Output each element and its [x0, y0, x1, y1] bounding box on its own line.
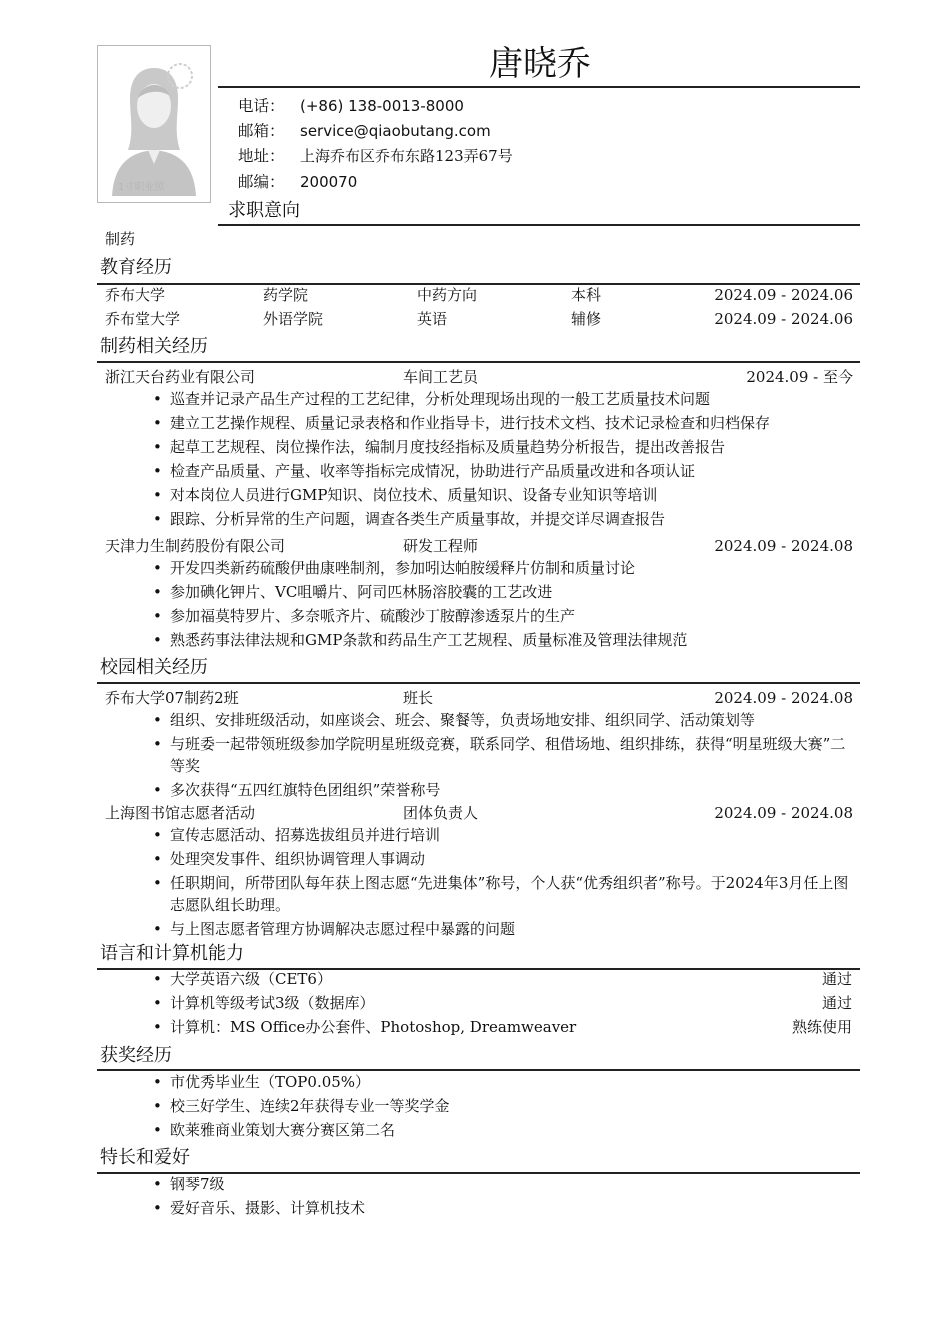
- bullet-item: • 与上图志愿者管理方协调解决志愿过程中暴露的问题: [152, 918, 857, 940]
- company: 浙江天台药业有限公司: [105, 368, 256, 386]
- school: 乔布堂大学: [105, 310, 181, 328]
- date-range: 2024.09 - 2024.06: [714, 310, 853, 328]
- organization: 上海图书馆志愿者活动: [105, 804, 256, 822]
- contact-address: [238, 146, 513, 166]
- section-title-pharma: 制药相关经历: [100, 336, 208, 357]
- award-item: • 校三好学生、连续2年获得专业一等奖学金: [152, 1095, 857, 1117]
- education-row: [105, 284, 853, 306]
- degree: 辅修: [571, 310, 602, 328]
- bullet-item: • 跟踪、分析异常的生产问题，调查各类生产质量事故，并提交详尽调查报告: [152, 508, 857, 530]
- skill-item: [152, 968, 857, 990]
- date-range: 2024.09 - 2024.08: [714, 537, 853, 555]
- job-header: [105, 687, 853, 709]
- name-divider: [218, 86, 860, 88]
- contact-phone: [238, 96, 464, 116]
- job-header: [105, 535, 853, 557]
- skills-list: [152, 968, 857, 1040]
- award-item: • 市优秀毕业生（TOP0.05%）: [152, 1071, 857, 1093]
- major: 英语: [417, 310, 448, 328]
- section-title-campus: 校园相关经历: [100, 657, 208, 678]
- college: 外语学院: [263, 310, 324, 328]
- awards-list: [152, 1071, 857, 1143]
- school: 乔布大学: [105, 286, 166, 304]
- bullet-item: • 参加福莫特罗片、多奈哌齐片、硫酸沙丁胺醇渗透泵片的生产: [152, 605, 857, 627]
- section-divider: [97, 682, 860, 684]
- date-range: 2024.09 - 至今: [746, 368, 853, 386]
- avatar-silhouette-icon: [98, 46, 210, 202]
- award-item: • 欧莱雅商业策划大赛分赛区第二名: [152, 1119, 857, 1141]
- skill-level: 通过: [821, 994, 852, 1012]
- contact-label: 电话：: [238, 97, 285, 115]
- bullet-item: • 熟悉药事法律法规和GMP条款和药品生产工艺规程、质量标准及管理法律规范: [152, 629, 857, 651]
- bullet-item: • 组织、安排班级活动，如座谈会、班会、聚餐等，负责场地安排、组织同学、活动策划等: [152, 709, 857, 731]
- skill-item: [152, 992, 857, 1014]
- skill-text: 大学英语六级（CET6）: [170, 970, 332, 988]
- hobbies-list: [152, 1173, 857, 1221]
- section-title-job-intent: 求职意向: [228, 200, 300, 221]
- skill-level: 通过: [821, 970, 852, 988]
- contact-zip: [238, 172, 357, 192]
- job-bullets: [152, 824, 857, 942]
- contact-label: 邮编：: [238, 173, 285, 191]
- contact-label: 地址：: [238, 147, 285, 165]
- photo-caption: 1寸职业照: [118, 182, 165, 193]
- section-divider: [97, 361, 860, 363]
- bullet-item: • 宣传志愿活动、招募选拔组员并进行培训: [152, 824, 857, 846]
- bullet-item: • 开发四类新药硫酸伊曲康唑制剂，参加吲达帕胺缓释片仿制和质量讨论: [152, 557, 857, 579]
- job-header: [105, 802, 853, 824]
- skill-item: [152, 1016, 857, 1038]
- bullet-item: • 任职期间，所带团队每年获上图志愿“先进集体”称号，个人获“优秀组织者”称号。于2024年3月任上图志愿队组长助理。: [152, 872, 857, 916]
- section-title-hobbies: 特长和爱好: [100, 1147, 190, 1168]
- bullet-item: • 处理突发事件、组织协调管理人事调动: [152, 848, 857, 870]
- degree: 本科: [571, 286, 602, 304]
- bullet-item: • 起草工艺规程、岗位操作法，编制月度技经指标及质量趋势分析报告，提出改善报告: [152, 436, 857, 458]
- job-header: [105, 366, 853, 388]
- date-range: 2024.09 - 2024.08: [714, 689, 853, 707]
- section-divider: [218, 224, 860, 226]
- date-range: 2024.09 - 2024.08: [714, 804, 853, 822]
- company: 天津力生制药股份有限公司: [105, 537, 286, 555]
- date-range: 2024.09 - 2024.06: [714, 286, 853, 304]
- phone-value: (+86) 138-0013-8000: [300, 97, 464, 115]
- section-title-education: 教育经历: [100, 257, 172, 278]
- section-title-skills: 语言和计算机能力: [100, 943, 244, 964]
- major: 中药方向: [417, 286, 478, 304]
- job-intent-value: 制药: [105, 230, 136, 248]
- role: 研发工程师: [403, 537, 479, 555]
- email-value: service@qiaobutang.com: [300, 122, 491, 140]
- candidate-name: 唐晓乔: [489, 44, 591, 84]
- job-bullets: [152, 388, 857, 532]
- bullet-item: • 对本岗位人员进行GMP知识、岗位技术、质量知识、设备专业知识等培训: [152, 484, 857, 506]
- bullet-item: • 巡查并记录产品生产过程的工艺纪律，分析处理现场出现的一般工艺质量技术问题: [152, 388, 857, 410]
- organization: 乔布大学07制药2班: [105, 689, 239, 707]
- role: 团体负责人: [403, 804, 479, 822]
- education-row: [105, 308, 853, 330]
- job-bullets: [152, 557, 857, 653]
- role: 班长: [403, 689, 434, 707]
- bullet-item: • 与班委一起带领班级参加学院明星班级竞赛，联系同学、租借场地、组织排练，获得“明星班级大赛”二等奖: [152, 733, 857, 777]
- address-value: 上海乔布区乔布东路123弄67号: [300, 147, 513, 165]
- bullet-item: • 参加碘化钾片、VC咀嚼片、阿司匹林肠溶胶囊的工艺改进: [152, 581, 857, 603]
- bullet-item: • 建立工艺操作规程、质量记录表格和作业指导卡，进行技术文档、技术记录检查和归档保存: [152, 412, 857, 434]
- bullet-item: • 检查产品质量、产量、收率等指标完成情况，协助进行产品质量改进和各项认证: [152, 460, 857, 482]
- skill-text: 计算机等级考试3级（数据库）: [170, 994, 375, 1012]
- contact-label: 邮箱：: [238, 122, 285, 140]
- skill-level: 熟练使用: [791, 1018, 852, 1036]
- section-title-awards: 获奖经历: [100, 1045, 172, 1066]
- contact-email: [238, 121, 491, 141]
- profile-photo: [97, 45, 211, 203]
- skill-text: 计算机：MS Office办公套件、Photoshop, Dreamweaver: [170, 1018, 577, 1036]
- college: 药学院: [263, 286, 309, 304]
- bullet-item: • 多次获得“五四红旗特色团组织”荣誉称号: [152, 779, 857, 801]
- hobby-item: • 爱好音乐、摄影、计算机技术: [152, 1197, 857, 1219]
- job-bullets: [152, 709, 857, 803]
- zip-value: 200070: [300, 173, 358, 191]
- role: 车间工艺员: [403, 368, 479, 386]
- hobby-item: • 钢琴7级: [152, 1173, 857, 1195]
